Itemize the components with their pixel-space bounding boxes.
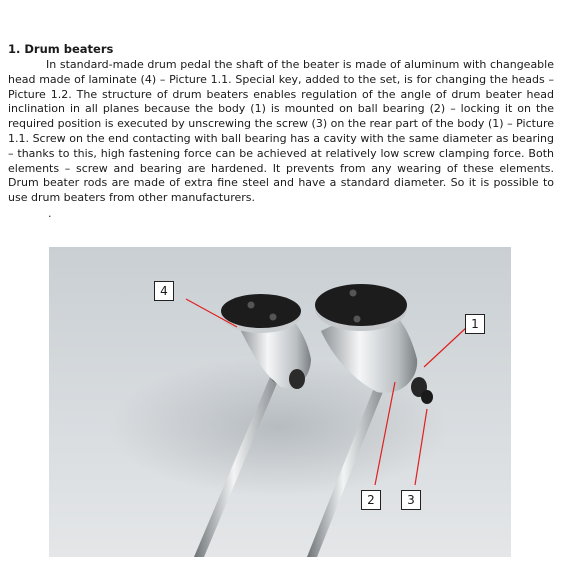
callout-2: 2	[361, 490, 381, 510]
photo-illustration	[49, 247, 511, 557]
callout-3: 3	[401, 490, 421, 510]
trailing-mark: .	[48, 207, 52, 220]
section-paragraph: In standard-made drum pedal the shaft of the beater is made of aluminum with changeable head made of laminate (4) – Picture 1.1. Special key, added to the set, is for changing the heads – Picture 1.2. The structure of drum beaters enables regulation of the angle of drum beater head inclination in all planes because the body (1) is mounted on ball bearing (2) – locking it on the required position is executed by unscrewing the screw (3) on the rear part of the body (1) – Picture 1.1. Screw on the end contacting with ball bearing has a cavity with the same diameter as bearing – thanks to this, high fastening force can be achieved at relatively low screw clamping force. Both elements – screw and bearing are hardened. It prevents from any wearing of these elements. Drum beater rods are made of extra fine steel and have a standard diameter. So it is possible to use drum beaters from other manufacturers.	[8, 58, 554, 205]
document-section	[8, 42, 554, 206]
drum-beater-photo	[49, 247, 511, 557]
section-heading: 1. Drum beaters	[8, 42, 114, 56]
callout-4: 4	[154, 281, 174, 301]
callout-1: 1	[465, 314, 485, 334]
